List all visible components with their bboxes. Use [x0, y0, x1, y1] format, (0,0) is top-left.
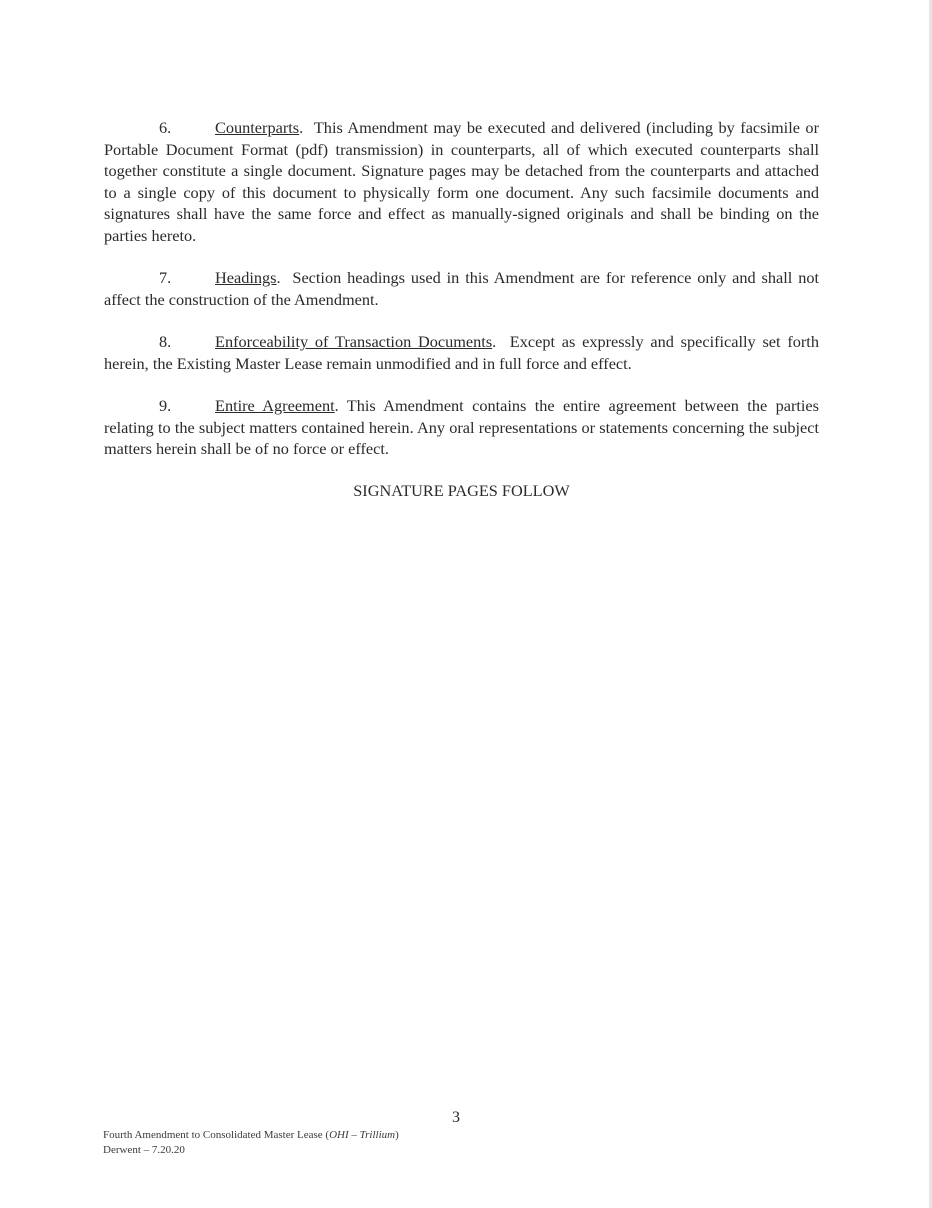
page-number: 3: [452, 1109, 460, 1126]
document-body: [104, 117, 819, 501]
section-heading: Counterparts: [215, 118, 300, 137]
section-number: 6.: [159, 118, 172, 137]
footer-suffix: ): [395, 1129, 399, 1141]
section-7: 7. Headings. Section headings used in this Amendment are for reference only and shall not affect the construction of the Amendment.: [104, 268, 819, 309]
footer-italic: OHI – Trillium: [329, 1129, 396, 1141]
footer-line-1: [103, 1128, 399, 1143]
footer: [103, 1128, 399, 1158]
section-body: Except as expressly and specifically set forth herein, the Existing Master Lease remain unmodified and in full force and effect.: [104, 332, 819, 373]
section-8: 8. Enforceability of Transaction Documents. Except as expressly and specifically set forth herein, the Existing Master Lease remain unmodified and in full force and effect.: [104, 332, 819, 373]
section-body: This Amendment may be executed and delivered (including by facsimile or Portable Document Format (pdf) transmission) in counterparts, all of which executed counterparts shall together constitute a single document. Signature pages may be detached from the counterparts and attached to a single copy of this document to physically form one document. Any such facsimile documents and signatures shall have the same force and effect as manually-signed originals and shall be binding on the parties hereto.: [104, 118, 819, 245]
section-9: 9. Entire Agreement. This Amendment contains the entire agreement between the parties relating to the subject matters contained herein. Any oral representations or statements concerning the subject matters herein shall be of no force or effect.: [104, 396, 819, 458]
signature-pages-note: SIGNATURE PAGES FOLLOW: [353, 480, 570, 500]
section-body: This Amendment contains the entire agreement between the parties relating to the subject matters contained herein. Any oral representations or statements concerning the subject matters herein shall be of no force or effect.: [104, 396, 819, 458]
section-body: Section headings used in this Amendment are for reference only and shall not affect the construction of the Amendment.: [104, 268, 819, 309]
footer-line-2: Derwent – 7.20.20: [103, 1144, 185, 1156]
section-number: 8.: [159, 332, 172, 351]
footer-prefix: Fourth Amendment to Consolidated Master Lease (: [103, 1129, 330, 1141]
section-6: 6. Counterparts. This Amendment may be executed and delivered (including by facsimile or Portable Document Format (pdf) transmission) in counterparts, all of which executed counterparts shall together constitute a single document. Signature pages may be detached from the counterparts and attached to a single copy of this document to physically form one document. Any such facsimile documents and signatures shall have the same force and effect as manually-signed originals and shall be binding on the parties hereto.: [104, 118, 819, 245]
section-heading: Headings: [215, 268, 277, 287]
section-number: 7.: [159, 268, 172, 287]
section-heading: Enforceability of Transaction Documents: [215, 332, 493, 351]
section-number: 9.: [159, 396, 172, 415]
section-heading: Entire Agreement: [215, 396, 335, 415]
